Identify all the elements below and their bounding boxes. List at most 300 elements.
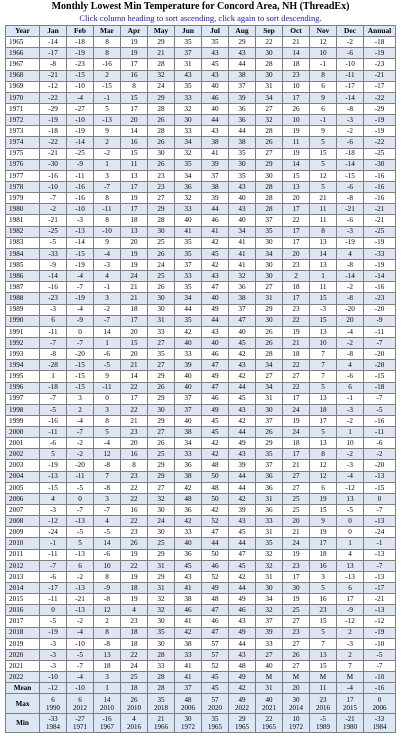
table-row: [6, 237, 396, 248]
month-cell: 22: [121, 404, 148, 415]
table-row: [6, 248, 396, 259]
annual-cell: -24: [364, 527, 396, 538]
month-cell: 15: [283, 170, 310, 181]
month-cell: 27: [256, 371, 283, 382]
min-cell: [229, 713, 256, 733]
column-header-annual[interactable]: Annual: [364, 26, 396, 37]
month-cell: 29: [148, 415, 175, 426]
month-cell: 42: [175, 482, 202, 493]
month-cell: -13: [337, 571, 364, 582]
month-cell: 37: [256, 616, 283, 627]
max-cell: [337, 694, 364, 714]
month-cell: -20: [337, 304, 364, 315]
month-cell: 5: [310, 181, 337, 192]
month-cell: 8: [94, 37, 121, 48]
month-cell: 15: [310, 505, 337, 516]
month-cell: -6: [337, 371, 364, 382]
month-cell: -14: [337, 92, 364, 103]
month-cell: 9: [310, 126, 337, 137]
month-cell: -11: [94, 204, 121, 215]
month-cell: 27: [256, 103, 283, 114]
month-cell: 6: [337, 583, 364, 594]
month-cell: 3: [94, 404, 121, 415]
month-cell: 5: [310, 583, 337, 594]
column-header-jun[interactable]: Jun: [175, 26, 202, 37]
month-cell: 3: [94, 293, 121, 304]
max-year: 2006: [372, 703, 387, 712]
month-cell: 8: [310, 70, 337, 81]
mean-cell: -4: [337, 683, 364, 694]
month-cell: M: [283, 672, 310, 683]
column-header-jul[interactable]: Jul: [202, 26, 229, 37]
month-cell: 10: [283, 81, 310, 92]
table-row: [6, 326, 396, 337]
month-cell: -2: [337, 126, 364, 137]
month-cell: 0: [337, 516, 364, 527]
month-cell: 19: [283, 415, 310, 426]
month-cell: -1: [337, 393, 364, 404]
month-cell: 28: [148, 126, 175, 137]
month-cell: 20: [283, 248, 310, 259]
month-cell: 19: [121, 259, 148, 270]
annual-cell: 0: [364, 493, 396, 504]
month-cell: 49: [202, 583, 229, 594]
month-cell: 31: [256, 493, 283, 504]
column-header-oct[interactable]: Oct: [283, 26, 310, 37]
month-cell: 28: [256, 349, 283, 360]
month-cell: 29: [148, 471, 175, 482]
month-cell: 22: [121, 493, 148, 504]
month-cell: 21: [283, 37, 310, 48]
annual-cell: -16: [364, 181, 396, 192]
month-cell: -1: [310, 115, 337, 126]
month-cell: 44: [229, 471, 256, 482]
mean-cell: -10: [67, 683, 94, 694]
month-cell: -7: [40, 393, 67, 404]
month-cell: 21: [310, 193, 337, 204]
annual-cell: -21: [364, 204, 396, 215]
annual-cell: -18: [364, 37, 396, 48]
month-cell: 37: [175, 259, 202, 270]
month-cell: -15: [40, 482, 67, 493]
max-cell: [229, 694, 256, 714]
month-cell: 45: [202, 415, 229, 426]
month-cell: 22: [121, 649, 148, 660]
column-header-may[interactable]: May: [148, 26, 175, 37]
min-value: 35: [211, 715, 219, 724]
month-cell: 29: [229, 37, 256, 48]
month-cell: 16: [121, 137, 148, 148]
month-cell: 41: [175, 661, 202, 672]
annual-cell: -28: [364, 360, 396, 371]
month-cell: 23: [283, 259, 310, 270]
month-cell: 32: [256, 605, 283, 616]
month-cell: 43: [229, 204, 256, 215]
table-row: [6, 427, 396, 438]
month-cell: 30: [256, 404, 283, 415]
month-cell: 33: [256, 638, 283, 649]
month-cell: 17: [121, 204, 148, 215]
month-cell: -2: [337, 449, 364, 460]
year-cell: 1981: [6, 215, 40, 226]
month-cell: 23: [283, 70, 310, 81]
month-cell: -7: [40, 337, 67, 348]
month-cell: 24: [148, 516, 175, 527]
month-cell: 16: [310, 560, 337, 571]
month-cell: 9: [94, 237, 121, 248]
max-year: 2018: [154, 703, 168, 712]
max-cell: [283, 694, 310, 714]
month-cell: -3: [337, 404, 364, 415]
annual-cell: -18: [364, 382, 396, 393]
month-cell: 19: [283, 148, 310, 159]
month-cell: 38: [175, 471, 202, 482]
month-cell: 18: [310, 549, 337, 560]
year-cell: 1973: [6, 126, 40, 137]
table-row: [6, 70, 396, 81]
month-cell: -11: [67, 471, 94, 482]
table-row: [6, 360, 396, 371]
mean-cell: 1: [94, 683, 121, 694]
month-cell: 23: [121, 471, 148, 482]
month-cell: -23: [40, 293, 67, 304]
month-cell: 31: [256, 81, 283, 92]
month-cell: 24: [283, 404, 310, 415]
month-cell: 8: [94, 193, 121, 204]
month-cell: 43: [202, 326, 229, 337]
month-cell: 19: [121, 571, 148, 582]
month-cell: 31: [148, 315, 175, 326]
month-cell: 17: [121, 59, 148, 70]
month-cell: 10: [283, 115, 310, 126]
month-cell: -30: [40, 159, 67, 170]
min-value: -16: [102, 715, 112, 724]
year-cell: 1971: [6, 103, 40, 114]
table-row: [6, 672, 396, 683]
month-cell: 41: [229, 259, 256, 270]
month-cell: 57: [202, 649, 229, 660]
month-cell: 29: [256, 159, 283, 170]
table-row: [6, 571, 396, 582]
table-row: [6, 48, 396, 59]
month-cell: 28: [148, 672, 175, 683]
month-cell: 42: [202, 259, 229, 270]
column-header-sep[interactable]: Sep: [256, 26, 283, 37]
annual-cell: -15: [364, 482, 396, 493]
month-cell: 32: [256, 560, 283, 571]
month-cell: -4: [94, 438, 121, 449]
month-cell: 46: [202, 560, 229, 571]
month-cell: -19: [40, 627, 67, 638]
month-cell: -5: [40, 616, 67, 627]
month-cell: 18: [94, 661, 121, 672]
month-cell: 27: [283, 471, 310, 482]
column-header-year[interactable]: Year: [6, 26, 40, 37]
table-row: [6, 148, 396, 159]
month-cell: 15: [121, 92, 148, 103]
month-cell: -5: [67, 649, 94, 660]
month-cell: 30: [256, 259, 283, 270]
month-cell: -13: [40, 471, 67, 482]
month-cell: 45: [202, 59, 229, 70]
month-cell: 11: [310, 215, 337, 226]
month-cell: 43: [229, 649, 256, 660]
month-cell: 17: [283, 393, 310, 404]
month-cell: 35: [175, 81, 202, 92]
table-row: [6, 226, 396, 237]
month-cell: -8: [40, 59, 67, 70]
month-cell: -9: [67, 159, 94, 170]
month-cell: 50: [202, 471, 229, 482]
month-cell: 43: [229, 449, 256, 460]
month-cell: 29: [148, 37, 175, 48]
annual-cell: -33: [364, 248, 396, 259]
month-cell: 4: [337, 549, 364, 560]
month-cell: 31: [148, 560, 175, 571]
month-cell: 33: [148, 661, 175, 672]
month-cell: -23: [67, 59, 94, 70]
column-header-aug[interactable]: Aug: [229, 26, 256, 37]
month-cell: 35: [175, 282, 202, 293]
table-row: [6, 215, 396, 226]
month-cell: 44: [229, 482, 256, 493]
month-cell: 42: [175, 326, 202, 337]
month-cell: -18: [40, 126, 67, 137]
month-cell: 29: [148, 371, 175, 382]
month-cell: -16: [67, 193, 94, 204]
month-cell: 35: [256, 538, 283, 549]
month-cell: 49: [202, 371, 229, 382]
month-cell: 19: [283, 326, 310, 337]
month-cell: 25: [283, 505, 310, 516]
annual-cell: -13: [364, 605, 396, 616]
month-cell: 35: [256, 226, 283, 237]
max-cell: [256, 694, 283, 714]
month-cell: 17: [121, 181, 148, 192]
month-cell: 38: [202, 137, 229, 148]
month-cell: 31: [256, 527, 283, 538]
table-row: [6, 37, 396, 48]
month-cell: 28: [256, 59, 283, 70]
column-header-feb[interactable]: Feb: [67, 26, 94, 37]
min-year: 1966: [154, 723, 168, 732]
month-cell: 20: [121, 237, 148, 248]
month-cell: 44: [175, 304, 202, 315]
month-cell: 35: [175, 315, 202, 326]
month-cell: 47: [202, 282, 229, 293]
month-cell: -16: [40, 282, 67, 293]
month-cell: 14: [310, 248, 337, 259]
month-cell: -4: [67, 672, 94, 683]
table-row: [6, 627, 396, 638]
table-row: [6, 527, 396, 538]
mean-cell: -16: [364, 683, 396, 694]
month-cell: 34: [256, 360, 283, 371]
mean-cell: 42: [229, 683, 256, 694]
min-cell: [337, 713, 364, 733]
month-cell: -21: [40, 215, 67, 226]
month-cell: 31: [256, 393, 283, 404]
month-cell: 31: [256, 571, 283, 582]
month-cell: 32: [175, 148, 202, 159]
month-cell: 46: [175, 605, 202, 616]
month-cell: -4: [67, 627, 94, 638]
month-cell: -27: [67, 103, 94, 114]
month-cell: 40: [175, 371, 202, 382]
month-cell: 26: [148, 159, 175, 170]
month-cell: -8: [337, 259, 364, 270]
column-header-dec[interactable]: Dec: [337, 26, 364, 37]
min-value: 21: [157, 715, 165, 724]
month-cell: 36: [229, 115, 256, 126]
month-cell: 2: [94, 616, 121, 627]
month-cell: -4: [67, 271, 94, 282]
min-year: 1965: [235, 723, 249, 732]
month-cell: 41: [175, 616, 202, 627]
month-cell: -3: [337, 460, 364, 471]
month-cell: 19: [310, 527, 337, 538]
month-cell: 45: [229, 393, 256, 404]
table-row: [6, 204, 396, 215]
month-cell: -7: [94, 181, 121, 192]
min-value: 30: [184, 715, 192, 724]
month-cell: 38: [229, 293, 256, 304]
annual-cell: -16: [364, 170, 396, 181]
month-cell: 12: [310, 460, 337, 471]
month-cell: 43: [202, 70, 229, 81]
month-cell: 44: [202, 204, 229, 215]
year-cell: 2017: [6, 616, 40, 627]
month-cell: 16: [121, 70, 148, 81]
month-cell: -19: [67, 259, 94, 270]
month-cell: 27: [283, 661, 310, 672]
annual-cell: -12: [364, 616, 396, 627]
month-cell: 35: [175, 159, 202, 170]
month-cell: -15: [67, 248, 94, 259]
annual-cell: -21: [364, 594, 396, 605]
month-cell: 3: [94, 672, 121, 683]
year-cell: 1987: [6, 282, 40, 293]
month-cell: -4: [337, 471, 364, 482]
year-cell: 2009: [6, 527, 40, 538]
annual-cell: -10: [364, 672, 396, 683]
month-cell: 30: [256, 271, 283, 282]
month-cell: -8: [337, 193, 364, 204]
annual-cell: -17: [364, 81, 396, 92]
month-cell: -15: [67, 371, 94, 382]
annual-cell: -19: [364, 627, 396, 638]
month-cell: 2: [67, 404, 94, 415]
month-cell: 43: [175, 70, 202, 81]
month-cell: 15: [121, 337, 148, 348]
year-cell: 1979: [6, 193, 40, 204]
month-cell: 27: [283, 371, 310, 382]
month-cell: 17: [121, 315, 148, 326]
month-cell: 0: [67, 326, 94, 337]
column-header-nov[interactable]: Nov: [310, 26, 337, 37]
month-cell: 9: [94, 371, 121, 382]
year-cell: 1972: [6, 115, 40, 126]
month-cell: 18: [121, 627, 148, 638]
month-cell: 49: [229, 672, 256, 683]
table-row: [6, 159, 396, 170]
month-cell: -3: [40, 649, 67, 660]
month-cell: 25: [121, 672, 148, 683]
year-cell: 1976: [6, 159, 40, 170]
month-cell: -7: [67, 337, 94, 348]
month-cell: 38: [175, 427, 202, 438]
month-cell: 32: [175, 193, 202, 204]
month-cell: -8: [337, 293, 364, 304]
year-cell: 2006: [6, 493, 40, 504]
month-cell: -2: [67, 449, 94, 460]
month-cell: 46: [202, 349, 229, 360]
month-cell: -15: [67, 70, 94, 81]
year-cell: 1984: [6, 248, 40, 259]
month-cell: 27: [148, 427, 175, 438]
month-cell: -7: [67, 427, 94, 438]
month-cell: 39: [175, 360, 202, 371]
table-row: [6, 193, 396, 204]
month-cell: -25: [40, 226, 67, 237]
month-cell: -7: [94, 505, 121, 516]
month-cell: -8: [337, 349, 364, 360]
month-cell: 26: [256, 326, 283, 337]
column-header-jan[interactable]: Jan: [40, 26, 67, 37]
month-cell: 5: [94, 427, 121, 438]
month-cell: 20: [121, 326, 148, 337]
month-cell: 43: [202, 271, 229, 282]
max-value: 49: [238, 695, 246, 704]
table-row: [6, 282, 396, 293]
month-cell: 21: [121, 282, 148, 293]
max-value: 48: [184, 695, 192, 704]
min-label: Min: [6, 713, 40, 733]
month-cell: 13: [310, 438, 337, 449]
month-cell: 5: [94, 103, 121, 114]
month-cell: -14: [337, 159, 364, 170]
month-cell: 42: [229, 415, 256, 426]
month-cell: 22: [121, 516, 148, 527]
month-cell: 46: [202, 215, 229, 226]
month-cell: 22: [121, 560, 148, 571]
column-header-apr[interactable]: Apr: [121, 26, 148, 37]
month-cell: -4: [337, 326, 364, 337]
month-cell: 11: [310, 204, 337, 215]
month-cell: -6: [94, 349, 121, 360]
month-cell: -11: [40, 427, 67, 438]
annual-cell: -19: [364, 259, 396, 270]
month-cell: 44: [202, 115, 229, 126]
month-cell: 32: [256, 549, 283, 560]
column-header-mar[interactable]: Mar: [94, 26, 121, 37]
month-cell: 16: [121, 505, 148, 516]
month-cell: 27: [148, 337, 175, 348]
month-cell: 29: [148, 460, 175, 471]
month-cell: 49: [229, 438, 256, 449]
month-cell: 43: [229, 360, 256, 371]
table-row: [6, 616, 396, 627]
month-cell: -24: [40, 527, 67, 538]
month-cell: -3: [40, 661, 67, 672]
annual-cell: -17: [364, 583, 396, 594]
mean-row: [6, 683, 396, 694]
table-row: [6, 404, 396, 415]
month-cell: -2: [337, 415, 364, 426]
year-cell: 1991: [6, 326, 40, 337]
table-row: [6, 482, 396, 493]
month-cell: 30: [175, 115, 202, 126]
